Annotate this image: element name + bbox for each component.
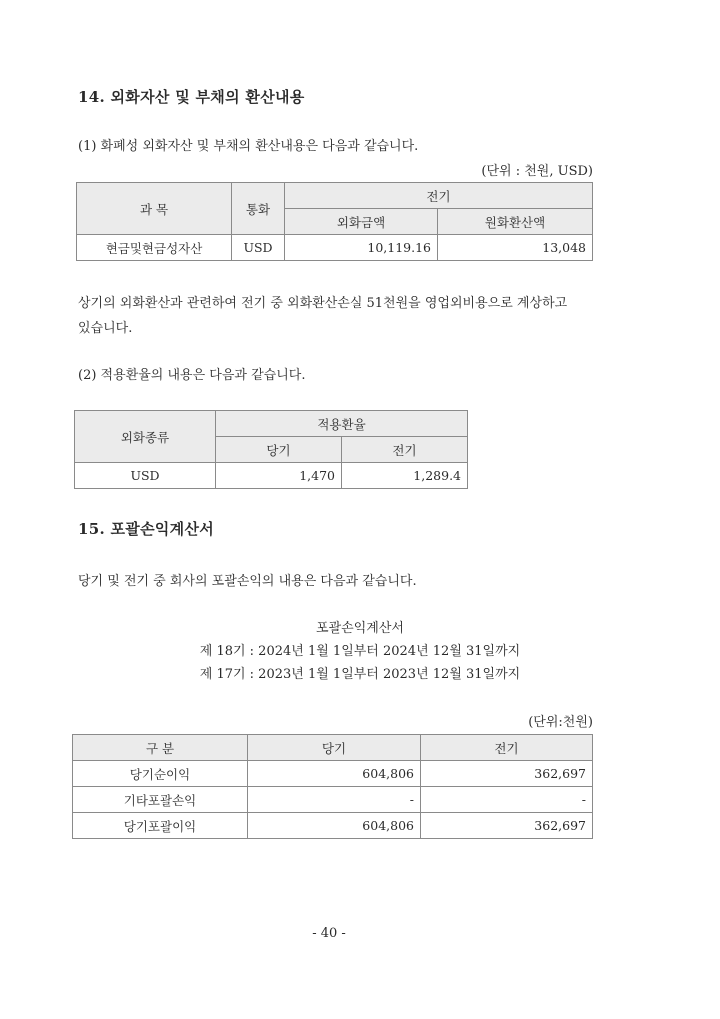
header-currency-type: 외화종류 bbox=[75, 411, 216, 463]
cell-foreign-amount: 10,119.16 bbox=[285, 235, 438, 261]
section-15-title: 15. 포괄손익계산서 bbox=[78, 520, 215, 538]
cell-account: 현금및현금성자산 bbox=[77, 235, 232, 261]
header-prior: 전기 bbox=[342, 437, 468, 463]
note-line-2: 있습니다. bbox=[78, 321, 133, 336]
header-prior-period: 전기 bbox=[285, 183, 593, 209]
note-line-1: 상기의 외화환산과 관련하여 전기 중 외화환산손실 51천원을 영업외비용으로 계상하고 bbox=[78, 296, 568, 311]
statement-caption-period-18: 제 18기 : 2024년 1월 1일부터 2024년 12월 31일까지 bbox=[199, 644, 521, 659]
table-row bbox=[77, 235, 593, 261]
cell-item: 당기포괄이익 bbox=[73, 813, 248, 839]
cell-currency-type: USD bbox=[75, 463, 216, 489]
header-item: 구 분 bbox=[73, 735, 248, 761]
cell-prior: 362,697 bbox=[421, 761, 593, 787]
comprehensive-income-table bbox=[72, 734, 593, 839]
statement-caption-title: 포괄손익계산서 bbox=[316, 621, 404, 636]
fx-assets-table bbox=[76, 182, 593, 261]
table-row bbox=[73, 761, 593, 787]
cell-prior: 362,697 bbox=[421, 813, 593, 839]
cell-currency: USD bbox=[232, 235, 285, 261]
cell-current: 604,806 bbox=[248, 813, 421, 839]
header-current: 당기 bbox=[216, 437, 342, 463]
table-row bbox=[73, 787, 593, 813]
header-account: 과 목 bbox=[77, 183, 232, 235]
cell-item: 당기순이익 bbox=[73, 761, 248, 787]
header-prior: 전기 bbox=[421, 735, 593, 761]
exchange-rate-table bbox=[74, 410, 468, 489]
header-current: 당기 bbox=[248, 735, 421, 761]
header-currency: 통화 bbox=[232, 183, 285, 235]
cell-prior: - bbox=[421, 787, 593, 813]
table-row bbox=[73, 813, 593, 839]
section-15-intro: 당기 및 전기 중 회사의 포괄손익의 내용은 다음과 같습니다. bbox=[78, 574, 417, 589]
cell-current: - bbox=[248, 787, 421, 813]
cell-prior-rate: 1,289.4 bbox=[342, 463, 468, 489]
statement-caption-period-17: 제 17기 : 2023년 1월 1일부터 2023년 12월 31일까지 bbox=[199, 667, 521, 682]
cell-krw-amount: 13,048 bbox=[438, 235, 593, 261]
section-14-title: 14. 외화자산 및 부채의 환산내용 bbox=[78, 88, 305, 106]
page-number: - 40 - bbox=[312, 926, 346, 941]
header-krw-amount: 원화환산액 bbox=[438, 209, 593, 235]
section-14-subheading-2: (2) 적용환율의 내용은 다음과 같습니다. bbox=[78, 368, 306, 383]
table-3-unit: (단위:천원) bbox=[528, 715, 593, 730]
cell-current-rate: 1,470 bbox=[216, 463, 342, 489]
table-row bbox=[75, 463, 468, 489]
header-applied-rate: 적용환율 bbox=[216, 411, 468, 437]
cell-current: 604,806 bbox=[248, 761, 421, 787]
header-foreign-amount: 외화금액 bbox=[285, 209, 438, 235]
section-14-subheading-1: (1) 화폐성 외화자산 및 부채의 환산내용은 다음과 같습니다. bbox=[78, 139, 419, 154]
table-1-unit: (단위 : 천원, USD) bbox=[481, 164, 593, 179]
cell-item: 기타포괄손익 bbox=[73, 787, 248, 813]
